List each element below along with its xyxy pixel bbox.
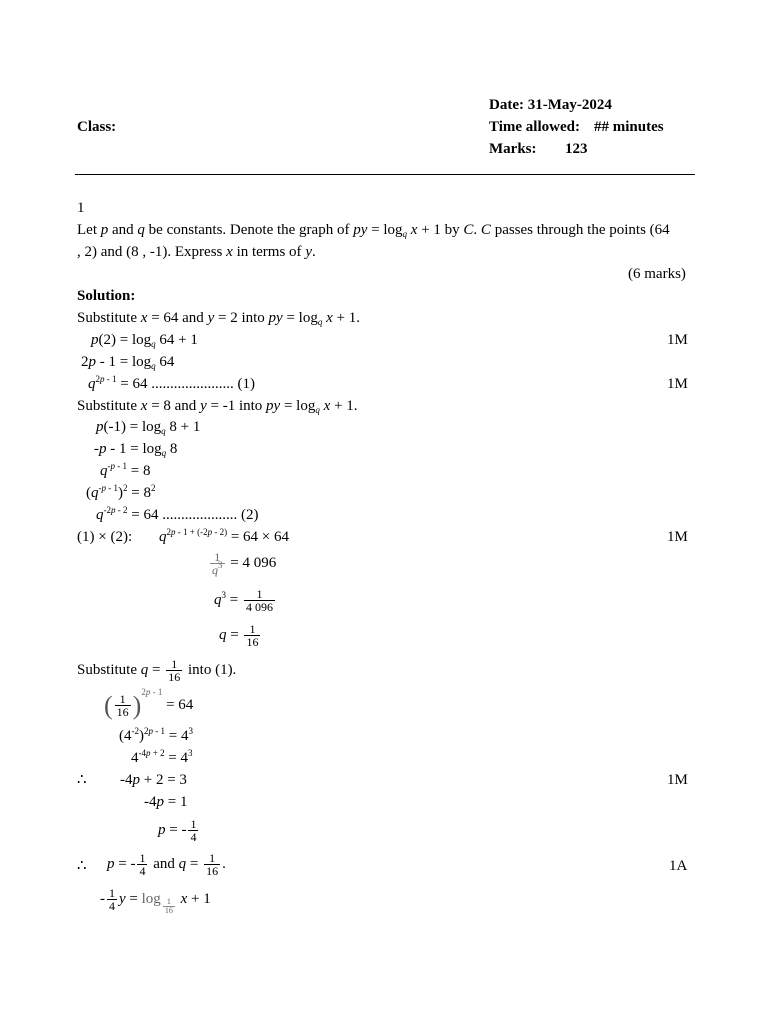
solution-line: Substitute x = 8 and y = -1 into py = $\log_q x + 1$. <box>77 398 358 415</box>
question-marks: (6 marks) <box>628 266 686 282</box>
solution-line: $q^{-2p - 2} = 64$ .................... (2) <box>96 505 259 523</box>
solution-mark: 1M <box>667 376 688 392</box>
solution-line: ( $\frac{1}{16}$ )$^{2p - 1}$ = 64 <box>104 687 194 720</box>
marks-value: 123 <box>565 141 588 157</box>
solution-heading: Solution: <box>77 288 136 304</box>
solution-line: $p(2) = \log_q 64 + 1$ <box>91 332 198 349</box>
question-text-line-1: Let p and q be constants. Denote the graph of py = $\log_q x + 1$ by C. C passes through the points (64 <box>77 222 670 239</box>
time-allowed-value: ## minutes <box>594 119 664 135</box>
solution-line: $q^{2p - 1 + (-2p - 2)} = 64 \times 64$ <box>159 527 289 545</box>
solution-line: $4^{-4p + 2} = 4^3$ <box>131 748 193 766</box>
solution-line: Substitute q = $\frac{1}{16}$ into (1). <box>77 657 237 685</box>
solution-line: $(q^{-p - 1})^2 = 8^2$ <box>86 483 156 501</box>
date-label: Date: 31-May-2024 <box>489 97 612 113</box>
solution-line: p = - $\frac{1}{4}$ <box>158 817 197 845</box>
solution-line: - $\frac{1}{4}$ y = log $_{\frac{1}{16}}$ x + 1 <box>100 886 211 916</box>
header-divider <box>75 174 695 175</box>
therefore-symbol: ∴ <box>77 772 87 788</box>
solution-line: $q^{-p - 1} = 8$ <box>100 461 151 479</box>
solution-line: -4p + 2 = 3 <box>120 772 187 788</box>
solution-mark: 1M <box>667 772 688 788</box>
class-label: Class: <box>77 119 117 135</box>
time-allowed-label: Time allowed: <box>489 119 580 135</box>
solution-line: -4p = 1 <box>144 794 188 810</box>
solution-line: Substitute x = 64 and y = 2 into py = $\log_q x + 1$. <box>77 310 360 327</box>
solution-line: $-p - 1 = \log_q 8$ <box>94 441 178 458</box>
solution-line: p = - $\frac{1}{4}$ and q = $\frac{1}{16}$ . <box>107 851 226 879</box>
solution-mark: 1M <box>667 332 688 348</box>
solution-line: (1) × (2): <box>77 529 133 545</box>
question-number: 1 <box>77 200 85 216</box>
solution-mark: 1M <box>667 529 688 545</box>
question-text-line-2: , 2) and (8 , -1). Express x in terms of y. <box>77 244 316 260</box>
marks-label: Marks: <box>489 141 537 157</box>
solution-line: $p(-1) = \log_q 8 + 1$ <box>96 419 201 436</box>
solution-line: $(4^{-2})^{2p - 1} = 4^3$ <box>119 726 193 744</box>
solution-line: $\frac{1}{q^3}$ = 4 096 <box>212 550 277 578</box>
solution-line: $q^3$ = $\frac{1}{4 096}$ <box>214 587 273 615</box>
solution-line: q = $\frac{1}{16}$ <box>219 622 259 650</box>
solution-line: $q^{2p - 1} = 64$ ...................... (1) <box>88 374 255 392</box>
solution-mark: 1A <box>669 858 688 874</box>
therefore-symbol: ∴ <box>77 858 87 874</box>
solution-line: $2p - 1 = \log_q 64$ <box>81 354 175 371</box>
